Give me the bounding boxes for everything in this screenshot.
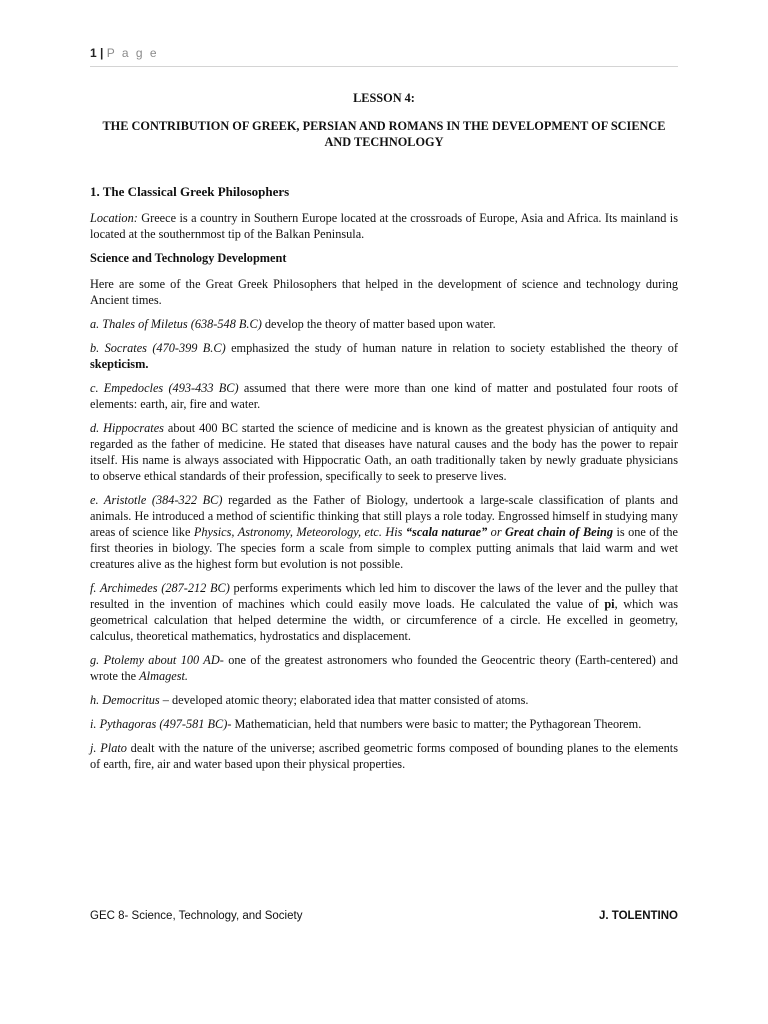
item-bold-term: skepticism. bbox=[90, 357, 149, 371]
item-name: e. Aristotle (384-322 BC) bbox=[90, 493, 223, 507]
item-chain: Great chain of Being bbox=[505, 525, 614, 539]
item-text: assumed that there were more than one kind of matter and postulated four roots of elements: earth, air, fire and water. bbox=[90, 381, 679, 411]
item-thales bbox=[90, 316, 678, 332]
location-paragraph bbox=[90, 210, 678, 242]
author-name: J. TOLENTINO bbox=[598, 910, 678, 922]
item-text: - Mathematician, held that numbers were basic to matter; the Pythagorean Theorem. bbox=[227, 717, 642, 731]
item-name: g. Ptolemy about 100 AD bbox=[90, 653, 220, 667]
item-fields: Physics, Astronomy, Meteorology, etc. His bbox=[193, 525, 403, 539]
item-text: – developed atomic theory; elaborated idea that matter consisted of atoms. bbox=[159, 693, 529, 707]
document-body bbox=[90, 90, 678, 780]
item-empedocles bbox=[90, 380, 678, 412]
item-text: emphasized the study of human nature in relation to society established the theory of bbox=[225, 341, 678, 355]
lesson-number: LESSON 4: bbox=[353, 91, 415, 105]
item-name: d. Hippocrates bbox=[90, 421, 164, 435]
item-name: h. Democritus bbox=[90, 693, 160, 707]
lesson-title: THE CONTRIBUTION OF GREEK, PERSIAN AND ROMANS IN THE DEVELOPMENT OF SCIENCE AND TECHNOLOGY bbox=[102, 119, 666, 149]
location-text: Greece is a country in Southern Europe located at the crossroads of Europe, Asia and Africa. Its mainland is located at the southernmost tip of the Balkan Peninsula. bbox=[90, 211, 678, 241]
section-heading: 1. The Classical Greek Philosophers bbox=[90, 184, 290, 199]
item-pythagoras bbox=[90, 716, 678, 732]
item-text: , which was geometrical calculation that helped determine the width, or circumference of a circle. He excelled in geometry, calculus, theoretical mathematics, hydrostatics and displacement. bbox=[90, 597, 678, 643]
item-text: regarded as the Father of Biology, undertook a large-scale classification of plants and animals. He introduced a method of scientific thinking that still plays a role today. Engrossed himself in studying many areas of science like bbox=[90, 493, 678, 539]
header-separator: | bbox=[100, 46, 104, 60]
item-name: c. Empedocles (493-433 BC) bbox=[90, 381, 239, 395]
item-pi: pi bbox=[604, 597, 615, 611]
page-header bbox=[90, 46, 678, 67]
item-book: Almagest. bbox=[139, 669, 189, 683]
item-democritus bbox=[90, 692, 678, 708]
item-ptolemy bbox=[90, 652, 678, 684]
item-or: or bbox=[487, 525, 506, 539]
item-text: dealt with the nature of the universe; ascribed geometric forms composed of bounding planes to the elements of earth, fire, air and water based upon their physical properties. bbox=[90, 741, 678, 771]
item-socrates bbox=[90, 340, 678, 372]
subheading: Science and Technology Development bbox=[90, 251, 287, 265]
item-text: - one of the greatest astronomers who founded the Geocentric theory (Earth-centered) and wrote the bbox=[90, 653, 678, 683]
location-label: Location: bbox=[90, 211, 138, 225]
item-scala: “scala naturae” bbox=[402, 525, 488, 539]
item-name: b. Socrates (470-399 B.C) bbox=[90, 341, 226, 355]
item-hippocrates bbox=[90, 420, 678, 484]
item-aristotle bbox=[90, 492, 678, 572]
page-label: P a g e bbox=[106, 46, 159, 60]
item-plato bbox=[90, 740, 678, 772]
item-text: develop the theory of matter based upon water. bbox=[261, 317, 496, 331]
item-text: is one of the first theories in biology. The species form a scale from simple to complex putting animals that laid warm and wet creatures alive as the highest form but evolution is not possible. bbox=[90, 525, 678, 571]
page-number: 1 bbox=[90, 46, 97, 60]
page-footer bbox=[90, 910, 678, 926]
item-name: a. Thales of Miletus (638-548 B.C) bbox=[90, 317, 262, 331]
item-text: performs experiments which led him to discover the laws of the lever and the pulley that resulted in the invention of machines which could easily move loads. He calculated the value of bbox=[90, 581, 678, 611]
item-text: about 400 BC started the science of medicine and is known as the greatest physician of antiquity and regarded as the father of medicine. He stated that diseases have natural causes and the body has the power to repair itself. His name is always associated with Hippocratic Oath, an oath traditionally taken by newly graduate physicians to observe ethical standards of their profession, specifically to seek to preserve lives. bbox=[90, 421, 678, 483]
item-archimedes bbox=[90, 580, 678, 644]
item-name: i. Pythagoras (497-581 BC) bbox=[90, 717, 228, 731]
intro-paragraph: Here are some of the Great Greek Philosophers that helped in the development of science and technology during Ancient times. bbox=[90, 277, 678, 307]
course-name: GEC 8- Science, Technology, and Society bbox=[90, 910, 303, 922]
item-name: j. Plato bbox=[90, 741, 127, 755]
item-name: f. Archimedes (287-212 BC) bbox=[90, 581, 230, 595]
